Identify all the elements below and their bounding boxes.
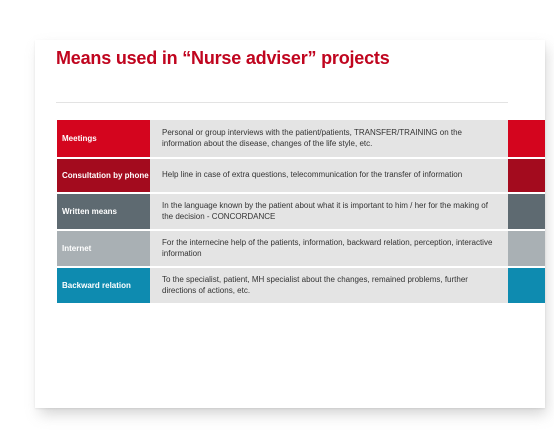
- row-accent-bar: [508, 268, 545, 303]
- row-label: Meetings: [57, 120, 150, 157]
- row-description: For the internecine help of the patients, information, backward relation, perception, interactive information: [150, 231, 508, 266]
- slide: [35, 40, 545, 408]
- title-divider: [56, 102, 508, 103]
- row-description: To the specialist, patient, MH specialist about the changes, remained problems, further directions of actions, etc.: [150, 268, 508, 303]
- table-row-meetings: [57, 120, 545, 157]
- row-accent-bar: [508, 231, 545, 266]
- table-row-backward-relation: [57, 268, 545, 303]
- row-description: Help line in case of extra questions, telecommunication for the transfer of information: [150, 159, 508, 192]
- row-label: Backward relation: [57, 268, 150, 303]
- row-accent-bar: [508, 194, 545, 229]
- means-table: [57, 120, 545, 305]
- table-row-consultation-by-phone: [57, 159, 545, 192]
- row-label: Written means: [57, 194, 150, 229]
- table-row-internet: [57, 231, 545, 266]
- row-accent-bar: [508, 120, 545, 157]
- row-description: In the language known by the patient about what it is important to him / her for the making of the decision - CONCORDANCE: [150, 194, 508, 229]
- table-row-written-means: [57, 194, 545, 229]
- row-label: Internet: [57, 231, 150, 266]
- slide-title: Means used in “Nurse adviser” projects: [56, 48, 390, 68]
- row-accent-bar: [508, 159, 545, 192]
- row-description: Personal or group interviews with the patient/patients, TRANSFER/TRAINING on the information about the disease, changes of the life style, etc.: [150, 120, 508, 157]
- row-label: Consultation by phone: [57, 159, 150, 192]
